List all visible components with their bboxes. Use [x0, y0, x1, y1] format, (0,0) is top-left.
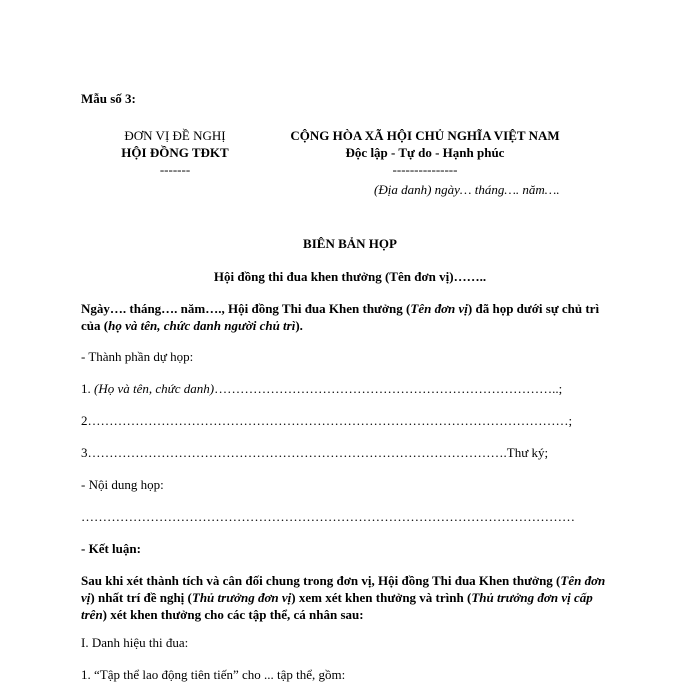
intro-text-2: ) đã họp dưới sự chủ trì của (: [81, 301, 600, 333]
conclusion-head-of-unit: Thủ trưởng đơn vị: [191, 590, 292, 605]
attendees-heading: - Thành phần dự họp:: [81, 349, 194, 364]
header-right-separator: ---------------: [392, 162, 458, 177]
attendee-name-title: (Họ và tên, chức danh): [94, 381, 215, 396]
document-title: BIÊN BẢN HỌP: [303, 236, 397, 251]
header-right: [270, 127, 580, 178]
header-left-line1: ĐƠN VỊ ĐỀ NGHỊ: [124, 128, 226, 143]
intro-unit-name: Tên đơn vị: [410, 301, 468, 316]
attendee-line-3: [81, 445, 548, 461]
attendee-secretary: Thư ký;: [506, 445, 549, 460]
place-date: (Địa danh) ngày… tháng…. năm….: [374, 182, 560, 197]
intro-text-3: ).: [295, 318, 303, 333]
conclusion-unit-name: Tên đơn vị: [81, 573, 606, 605]
header-right-line1: CỘNG HÒA XÃ HỘI CHỦ NGHĨA VIỆT NAM: [290, 128, 560, 143]
form-number: Mẫu số 3:: [81, 91, 136, 106]
content-dots: ……………………………………………………………………………………………………: [81, 509, 575, 524]
content-heading: - Nội dung họp:: [81, 477, 164, 492]
intro-chair: họ và tên, chức danh người chủ trì: [108, 318, 296, 333]
conclusion-paragraph: Sau khi xét thành tích và cân đối chung trong đơn vị, Hội đồng Thi đua Khen thưởng (Tên đơn vị) nhất trí đề nghị (Thủ trưởng đơn vị) xem xét khen thưởng và trình (Thủ trưởng đơn vị cấp trên) xét khen thưởng cho các tập thể, cá nhân sau:: [81, 573, 606, 622]
conclusion-heading: - Kết luận:: [81, 541, 141, 556]
header-left-separator: -------: [159, 162, 191, 177]
header-left: [90, 127, 260, 178]
document-subtitle: Hội đồng thi đua khen thưởng (Tên đơn vị)……..: [213, 269, 487, 284]
intro-paragraph: [81, 300, 613, 334]
intro-text-1: Ngày…. tháng…. năm…., Hội đồng Thi đua Khen thưởng (: [81, 301, 411, 316]
section-i-heading: I. Danh hiệu thi đua:: [81, 635, 189, 650]
attendee-dots-1: ……………………………………………………………………..;: [214, 381, 563, 396]
attendee-line-1: 1. (Họ và tên, chức danh)……………………………………………………………………..;: [81, 381, 563, 396]
conclusion-superior-head: Thủ trưởng đơn vị cấp trên: [81, 590, 593, 622]
attendee-dots-3: 3…………………………………………………………………………………….: [81, 445, 507, 460]
section-i-item-1: 1. “Tập thể lao động tiên tiến” cho ... tập thể, gồm:: [81, 667, 346, 682]
header-right-line2: Độc lập - Tự do - Hạnh phúc: [345, 145, 505, 160]
attendee-line-2: 2…………………………………………………………………………………………………;: [81, 413, 573, 428]
header-left-line2: HỘI ĐỒNG TĐKT: [121, 145, 229, 160]
